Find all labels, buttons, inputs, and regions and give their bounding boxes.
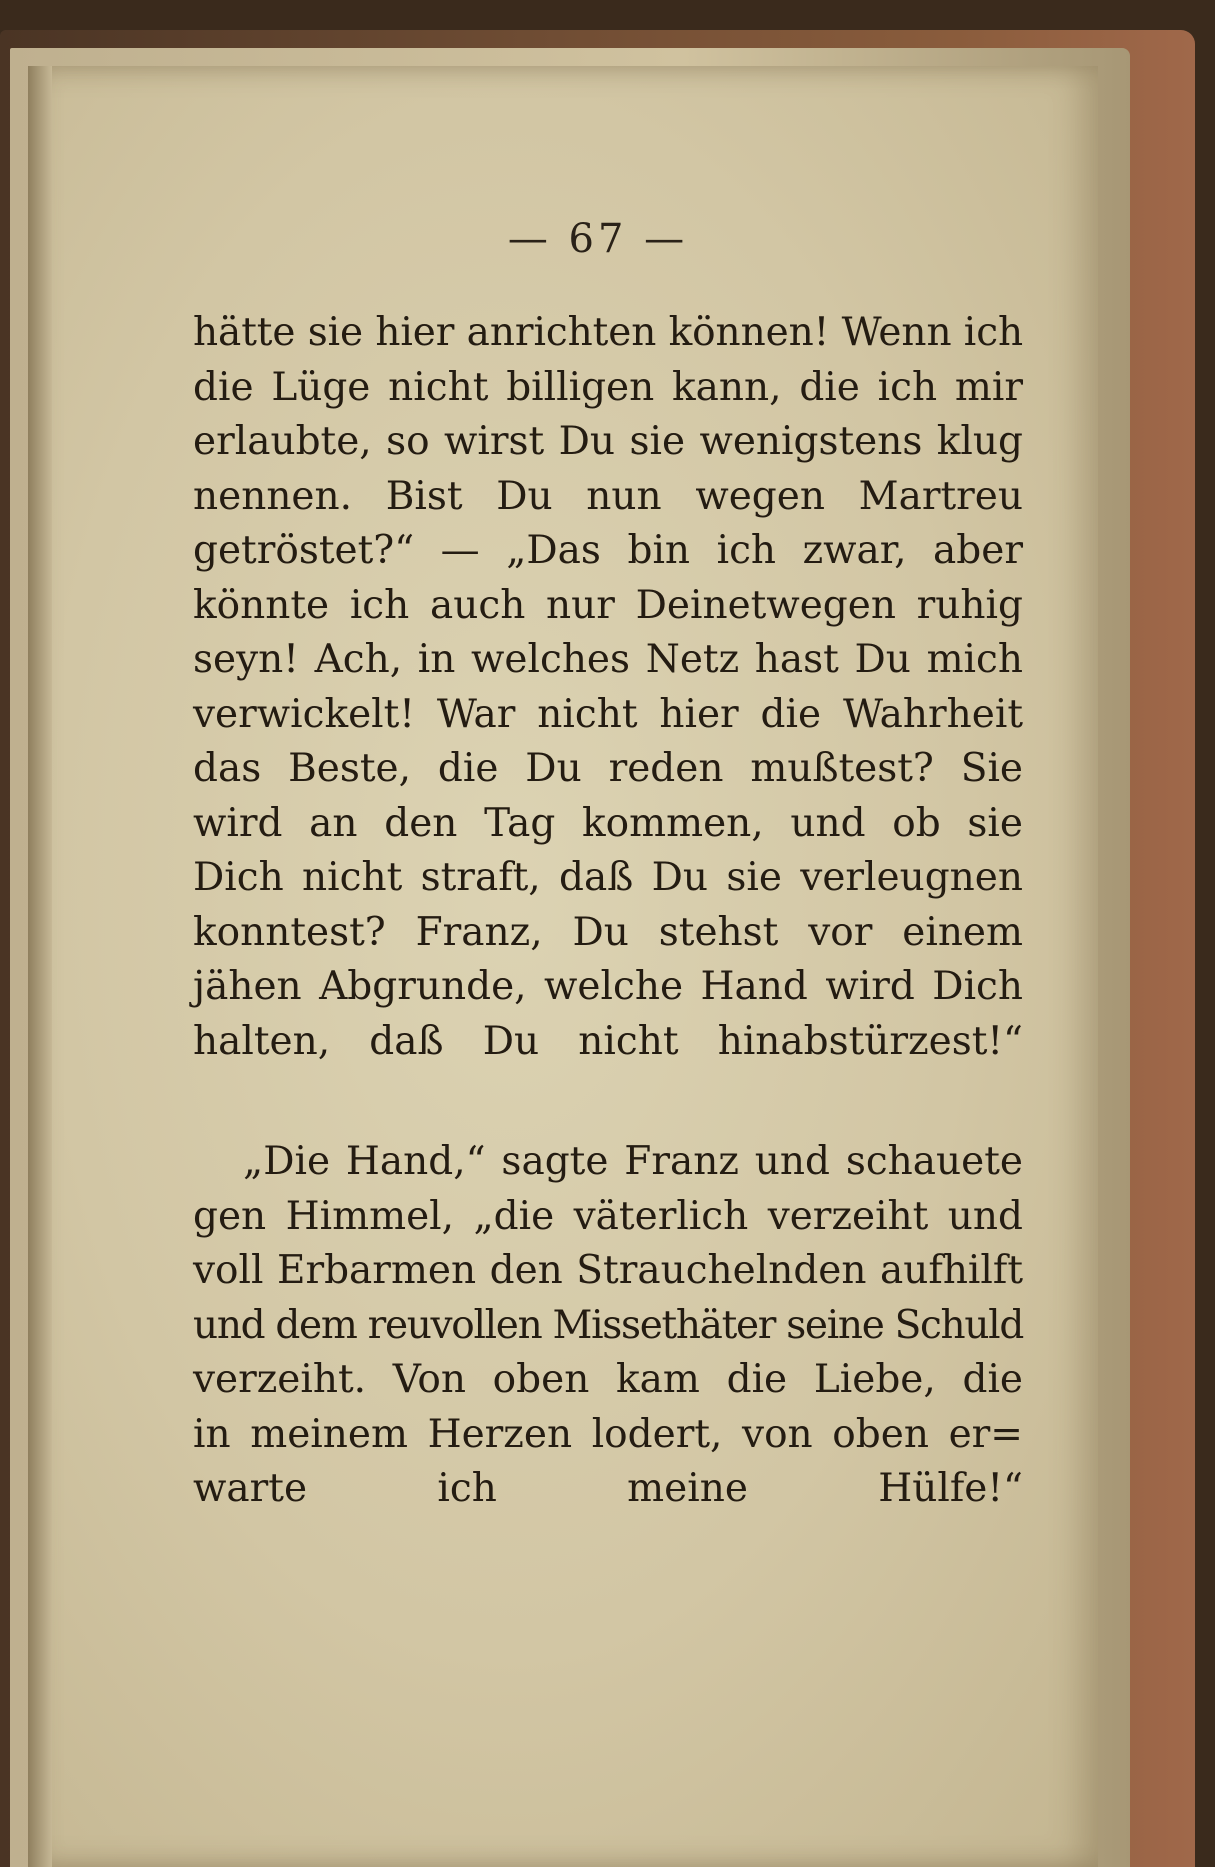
text-line: hätte sie hier anrichten können! Wenn ich <box>193 310 1023 355</box>
paragraph-1 <box>193 306 1023 1069</box>
page-number: — 67 — <box>507 216 689 262</box>
body-text <box>193 306 1023 1517</box>
text-line: verwickelt! War nicht hier die Wahrheit <box>193 691 1023 737</box>
text-line: konntest? Franz, Du stehst vor einem <box>193 909 1023 955</box>
text-line: in meinem Herzen lodert, von oben er= <box>193 1411 1023 1457</box>
text-line: erlaubte, so wirst Du sie wenigstens klug <box>193 419 1023 464</box>
text-line: getröstet?“ — „Das bin ich zwar, aber <box>193 528 1023 573</box>
text-line: halten, daß Du nicht hinabstürzest!“ <box>193 1018 1023 1064</box>
text-line: seyn! Ach, in welches Netz hast Du mich <box>193 637 1023 682</box>
text-line: das Beste, die Du reden mußtest? Sie <box>193 746 1023 791</box>
text-line: „Die Hand,“ sagte Franz und schauete <box>243 1139 1023 1184</box>
text-line: könnte ich auch nur Deinetwegen ruhig <box>193 582 1023 628</box>
text-line: verzeiht. Von oben kam die Liebe, die <box>193 1357 1023 1402</box>
text-line: wird an den Tag kommen, und ob sie <box>193 800 1023 846</box>
book-page <box>28 66 1098 1867</box>
page-gutter <box>28 66 52 1867</box>
text-line: und dem reuvollen Missethäter seine Schuld <box>193 1302 1023 1348</box>
text-line: die Lüge nicht billigen kann, die ich mir <box>193 364 1023 410</box>
paragraph-2 <box>193 1135 1023 1517</box>
text-line: warte ich meine Hülfe!“ <box>193 1466 1023 1511</box>
text-line: nennen. Bist Du nun wegen Martreu <box>193 473 1023 519</box>
text-line: voll Erbarmen den Strauchelnden aufhilft <box>193 1248 1023 1293</box>
text-line: Dich nicht straft, daß Du sie verleugnen <box>193 855 1023 900</box>
text-line: gen Himmel, „die väterlich verzeiht und <box>193 1193 1023 1239</box>
text-line: jähen Abgrunde, welche Hand wird Dich <box>193 964 1023 1009</box>
